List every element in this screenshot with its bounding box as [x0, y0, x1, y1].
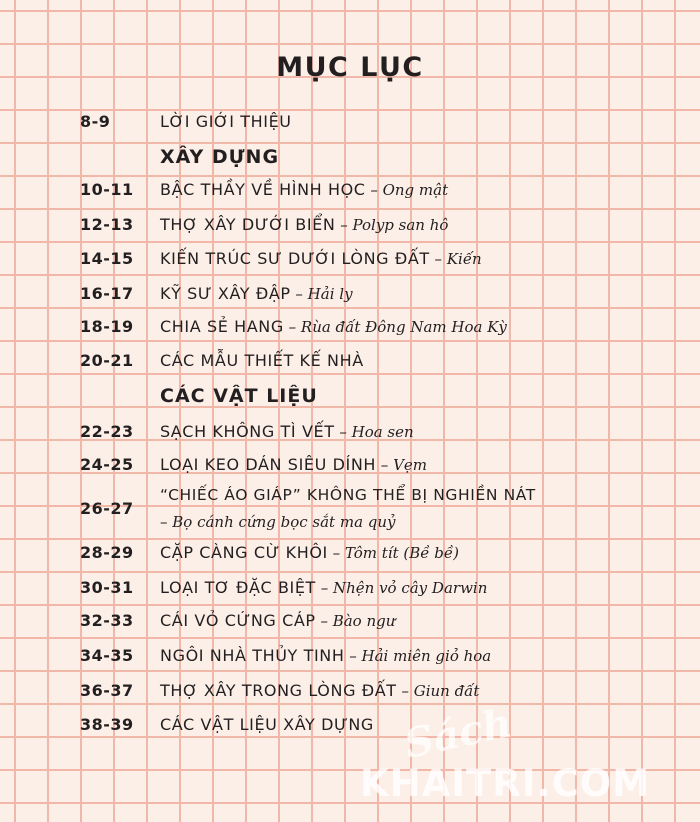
section-heading: XÂY DỰNG — [160, 146, 280, 168]
page-range: 20-21 — [80, 351, 134, 370]
entry-title: CÁC MẪU THIẾT KẾ NHÀ — [160, 351, 364, 370]
page-range: 30-31 — [80, 578, 134, 597]
page-range: 18-19 — [80, 317, 134, 336]
page-range: 22-23 — [80, 422, 134, 441]
entry-title: KỸ SƯ XÂY ĐẬP – Hải ly — [160, 284, 353, 303]
entry-title: THỢ XÂY DƯỚI BIỂN – Polyp san hô — [160, 215, 449, 234]
watermark-script: Sách — [400, 699, 516, 768]
entry-title: SẠCH KHÔNG TÌ VẾT – Hoa sen — [160, 422, 414, 441]
entry-title: LOẠI TƠ ĐẶC BIỆT – Nhện vỏ cây Darwin — [160, 578, 488, 597]
entry-title: BẬC THẦY VỀ HÌNH HỌC – Ong mật — [160, 180, 449, 199]
page-range: 16-17 — [80, 284, 134, 303]
entry-title: CÁC VẬT LIỆU XÂY DỰNG — [160, 715, 374, 734]
section-heading: CÁC VẬT LIỆU — [160, 385, 318, 407]
entry-title: CẶP CÀNG CỪ KHÔI – Tôm tít (Bề bề) — [160, 543, 459, 562]
page-range: 14-15 — [80, 249, 134, 268]
page-range: 24-25 — [80, 455, 134, 474]
page-range: 34-35 — [80, 646, 134, 665]
page-range: 38-39 — [80, 715, 134, 734]
page-range: 26-27 — [80, 499, 134, 518]
entry-title: NGÔI NHÀ THỦY TINH – Hải miên giỏ hoa — [160, 646, 492, 665]
entry-title: LOẠI KEO DÁN SIÊU DÍNH – Vẹm — [160, 455, 428, 474]
entry-title: CÁI VỎ CỨNG CÁP – Bào ngư — [160, 611, 396, 630]
entry-subtitle: – Bọ cánh cứng bọc sắt ma quỷ — [160, 513, 396, 531]
page-range: 32-33 — [80, 611, 134, 630]
page-range: 36-37 — [80, 681, 134, 700]
entry-title: LỜI GIỚI THIỆU — [160, 112, 292, 131]
entry-title: KIẾN TRÚC SƯ DƯỚI LÒNG ĐẤT – Kiến — [160, 249, 482, 268]
page-range: 12-13 — [80, 215, 134, 234]
page-range: 8-9 — [80, 112, 111, 131]
page-range: 10-11 — [80, 180, 134, 199]
entry-title: THỢ XÂY TRONG LÒNG ĐẤT – Giun đất — [160, 681, 480, 700]
entry-title: “CHIẾC ÁO GIÁP” KHÔNG THỂ BỊ NGHIỀN NÁT — [160, 486, 536, 504]
page-title: MỤC LỤC — [276, 52, 424, 83]
page-range: 28-29 — [80, 543, 134, 562]
entry-title: CHIA SẺ HANG – Rùa đất Đông Nam Hoa Kỳ — [160, 317, 507, 336]
watermark-text: KHAITRI.COM — [360, 762, 651, 805]
